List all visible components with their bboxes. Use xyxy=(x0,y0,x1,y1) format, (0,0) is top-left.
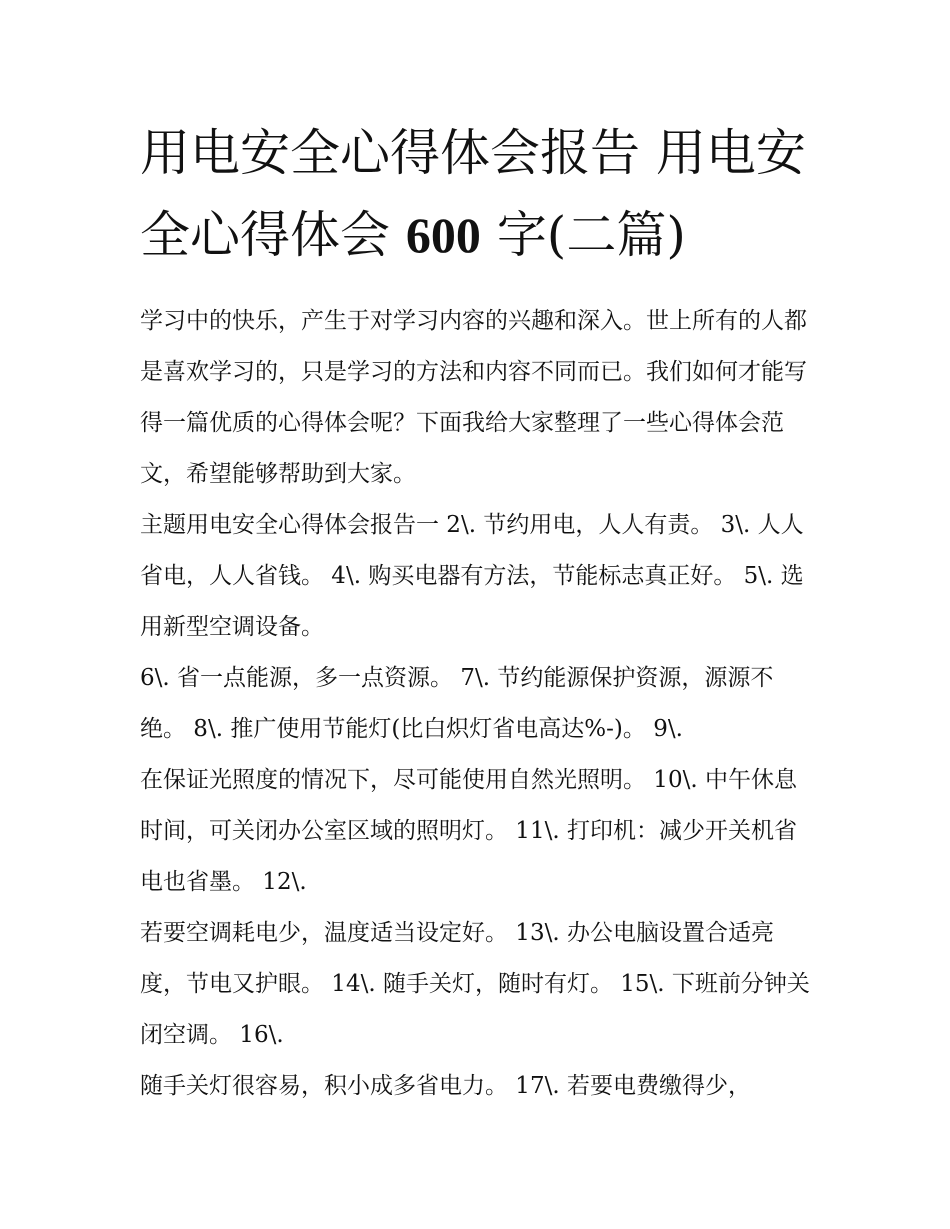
title-text: 用电安全心得体会报告 用电安全心得体会 xyxy=(140,124,806,264)
document-title xyxy=(140,112,815,276)
paragraph: 在保证光照度的情况下，尽可能使用自然光照明。 10\. 中午休息时间，可关闭办公室区域的照明灯。 11\. 打印机：减少开关机省电也省墨。 12\. xyxy=(140,767,797,895)
title-number: 600 xyxy=(405,207,481,263)
document-body xyxy=(140,112,815,1112)
paragraph: 若要空调耗电少，温度适当设定好。 13\. 办公电脑设置合适亮度，节电又护眼。 14\. 随手关灯，随时有灯。 15\. 下班前分钟关闭空调。 16\. xyxy=(140,920,810,1048)
title-suffix: 字(二篇) xyxy=(496,206,686,264)
paragraph: 主题用电安全心得体会报告一 2\. 节约用电，人人有责。 3\. 人人省电，人人省钱。 4\. 购买电器有方法，节能标志真正好。 5\. 选用新型空调设备。 xyxy=(140,512,804,640)
paragraph: 6\. 省一点能源，多一点资源。 7\. 节约能源保护资源，源源不绝。 8\. 推广使用节能灯(比白炽灯省电高达%-)。 9\. xyxy=(140,665,774,742)
intro-paragraph: 学习中的快乐，产生于对学习内容的兴趣和深入。世上所有的人都是喜欢学习的，只是学习的方法和内容不同而已。我们如何才能写得一篇优质的心得体会呢？下面我给大家整理了一些心得体会范文，希望能够帮助到大家。 xyxy=(140,308,807,487)
paragraph: 随手关灯很容易，积小成多省电力。 17\. 若要电费缴得少， xyxy=(140,1073,751,1099)
